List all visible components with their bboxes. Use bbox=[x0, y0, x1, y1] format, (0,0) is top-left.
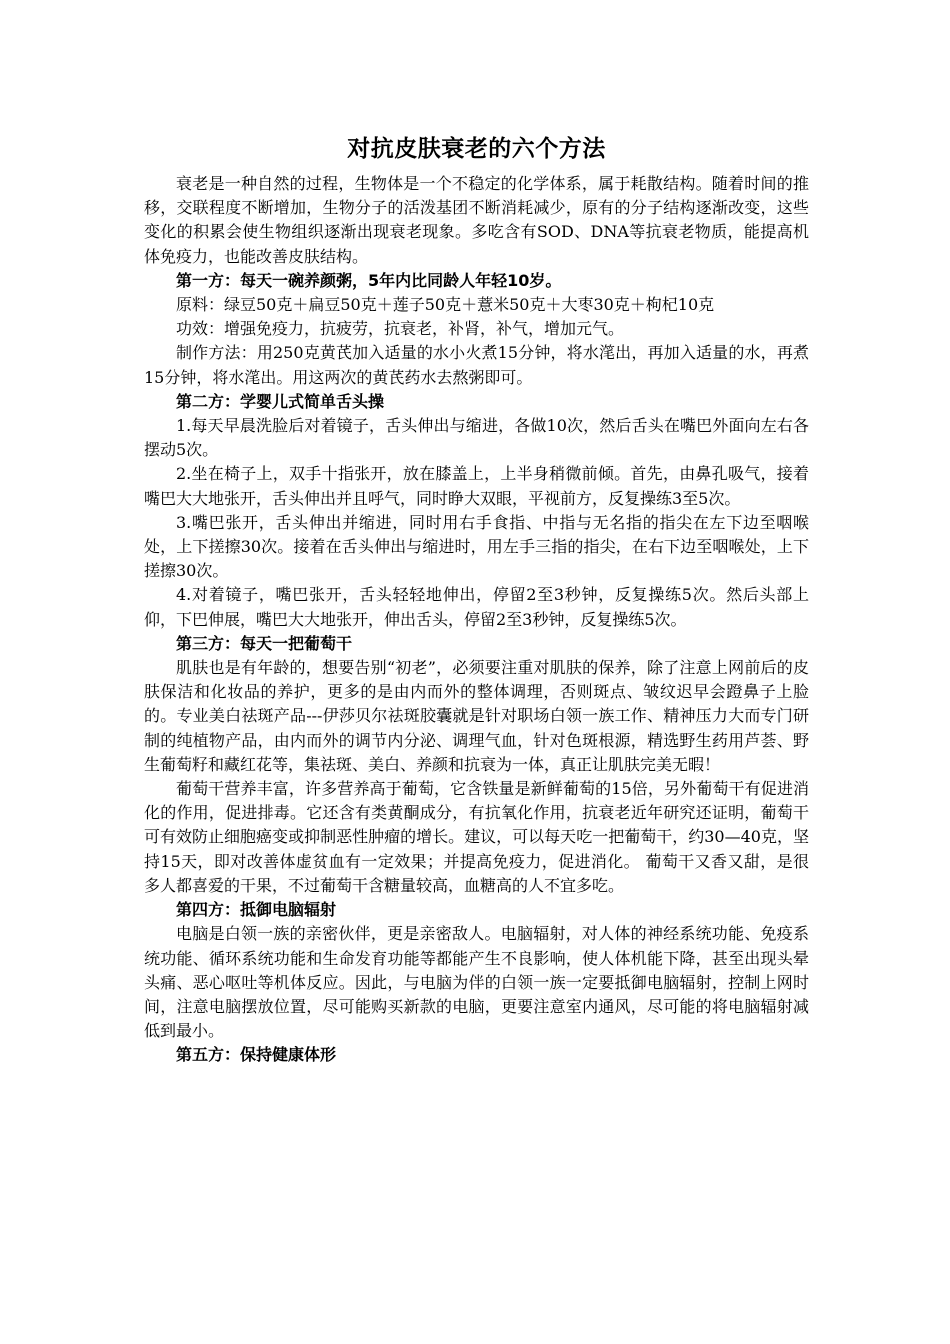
section-2-step-2: 2.坐在椅子上，双手十指张开，放在膝盖上，上半身稍微前倾。首先，由鼻孔吸气，接着嘴巴大大地张开，舌头伸出并且呼气，同时睁大双眼，平视前方，反复操练3至5次。 bbox=[144, 464, 809, 508]
section-1-heading: 第一方：每天一碗养颜粥，5年内比同龄人年轻10岁。 bbox=[176, 270, 562, 290]
document-title: 对抗皮肤衰老的六个方法 bbox=[347, 136, 606, 162]
section-1-ingredients: 原料：绿豆50克＋扁豆50克＋莲子50克＋薏米50克＋大枣30克＋枸杞10克 bbox=[176, 295, 715, 315]
section-3-paragraph-2: 葡萄干营养丰富，许多营养高于葡萄，它含铁量是新鲜葡萄的15倍，另外葡萄干有促进消化的作用，促进排毒。它还含有类黄酮成分，有抗氧化作用，抗衰老近年研究还证明，葡萄干可有效防止细胞癌变或抑制恶性肿瘤的增长。建议，可以每天吃一把葡萄干，约30—40克，坚持15天，即对改善体虚贫血有一定效果；并提高免疫力，促进消化。 葡萄干又香又甜，是很多人都喜爱的干果，不过葡萄干含糖量较高，血糖高的人不宜多吃。 bbox=[144, 779, 809, 895]
section-1-effects: 功效：增强免疫力，抗疲劳，抗衰老，补肾，补气，增加元气。 bbox=[176, 319, 625, 339]
section-4-heading: 第四方：抵御电脑辐射 bbox=[176, 900, 337, 920]
intro-paragraph: 衰老是一种自然的过程，生物体是一个不稳定的化学体系，属于耗散结构。随着时间的推移，交联程度不断增加，生物分子的活泼基团不断消耗减少，原有的分子结构逐渐改变，这些变化的积累会使生物组织逐渐出现衰老现象。多吃含有SOD、DNA等抗衰老物质，能提高机体免疫力，也能改善皮肤结构。 bbox=[144, 174, 809, 266]
section-3-heading: 第三方：每天一把葡萄干 bbox=[176, 633, 353, 653]
section-5-heading: 第五方：保持健康体形 bbox=[176, 1045, 337, 1065]
document-body bbox=[144, 130, 809, 1068]
section-1-method: 制作方法：用250克黄芪加入适量的水小火煮15分钟，将水滗出，再加入适量的水，再煮15分钟，将水滗出。用这两次的黄芪药水去熬粥即可。 bbox=[144, 343, 809, 387]
section-2-step-3: 3.嘴巴张开，舌头伸出并缩进，同时用右手食指、中指与无名指的指尖在左下边至咽喉处，上下搓擦30次。接着在舌头伸出与缩进时，用左手三指的指尖，在右下边至咽喉处，上下搓擦30次。 bbox=[144, 512, 809, 581]
section-4-paragraph-1: 电脑是白领一族的亲密伙伴，更是亲密敌人。电脑辐射，对人体的神经系统功能、免疫系统功能、循环系统功能和生命发育功能等都能产生不良影响，使人体机能下降，甚至出现头晕头痛、恶心呕吐等机体反应。因此，与电脑为伴的白领一族一定要抵御电脑辐射，控制上网时间，注意电脑摆放位置，尽可能购买新款的电脑，更要注意室内通风，尽可能的将电脑辐射减低到最小。 bbox=[144, 924, 809, 1041]
section-2-step-4: 4.对着镜子，嘴巴张开，舌头轻轻地伸出，停留2至3秒钟，反复操练5次。然后头部上仰，下巴伸展，嘴巴大大地张开，伸出舌头，停留2至3秒钟，反复操练5次。 bbox=[144, 585, 809, 629]
section-3-paragraph-1: 肌肤也是有年龄的，想要告别“初老”，必须要注重对肌肤的保养，除了注意上网前后的皮肤保洁和化妆品的养护，更多的是由内而外的整体调理，否则斑点、皱纹迟早会蹬鼻子上脸的。专业美白祛斑产品---伊莎贝尔祛斑胶囊就是针对职场白领一族工作、精神压力大而专门研制的纯植物产品，由内而外的调节内分泌、调理气血，针对色斑根源，精选野生药用芦荟、野生葡萄籽和藏红花等，集祛斑、美白、养颜和抗衰为一体，真正让肌肤完美无暇！ bbox=[144, 658, 809, 774]
section-2-heading: 第二方：学婴儿式简单舌头操 bbox=[176, 391, 385, 411]
section-2-step-1: 1.每天早晨洗脸后对着镜子，舌头伸出与缩进，各做10次，然后舌头在嘴巴外面向左右各摆动5次。 bbox=[144, 416, 809, 460]
